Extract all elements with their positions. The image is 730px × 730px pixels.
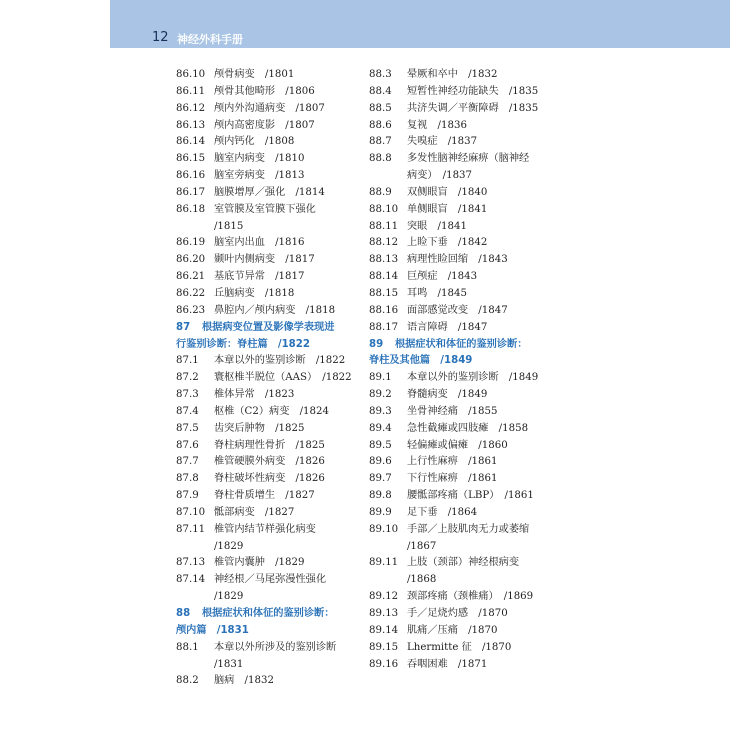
toc-entry	[369, 202, 551, 219]
entry-title: 脑病 /1832	[214, 675, 274, 687]
entry-title: 根据症状和体征的鉴别诊断：	[202, 608, 335, 619]
entry-number: 88.13	[369, 254, 399, 266]
entry-number: 89.13	[369, 608, 399, 619]
entry-number: 87.1	[176, 355, 199, 367]
entry-continuation: 行鉴别诊断：脊柱篇 /1822	[176, 338, 310, 350]
entry-title: 丘脑病变 /1818	[214, 287, 295, 299]
entry-number: 87.5	[176, 422, 199, 434]
toc-entry	[369, 370, 551, 387]
entry-number: 86.18	[176, 203, 206, 215]
entry-number: 87.8	[176, 473, 199, 485]
toc-entry	[176, 118, 358, 135]
toc-entry	[176, 168, 358, 185]
toc-entry	[176, 522, 358, 556]
entry-title: 颅内高密度影 /1807	[214, 119, 315, 131]
toc-entry	[369, 101, 551, 118]
entry-number: 87.2	[176, 372, 199, 384]
entry-number: 89.3	[369, 405, 392, 417]
toc-entry	[176, 673, 358, 690]
entry-continuation: /1829	[214, 540, 244, 552]
entry-title: Lhermitte 征 /1870	[407, 641, 512, 653]
entry-title: 脊柱骨质增生 /1827	[214, 490, 315, 502]
entry-number: 88.12	[369, 237, 399, 249]
entry-number: 89.16	[369, 658, 399, 670]
entry-title: 颅内外沟通病变 /1807	[214, 102, 325, 114]
entry-title: 上肢（颈部）神经根病变	[407, 557, 520, 569]
entry-title: 突眼 /1841	[407, 220, 467, 232]
entry-continuation: /1829	[214, 591, 244, 603]
toc-entry	[369, 623, 551, 640]
toc-entry	[176, 454, 358, 471]
toc-entry	[369, 438, 551, 455]
entry-title: 脑室内病变 /1810	[214, 153, 305, 165]
toc-entry	[369, 219, 551, 236]
toc-entry	[369, 235, 551, 252]
toc-entry	[369, 657, 551, 674]
entry-number: 89.5	[369, 439, 392, 451]
entry-number: 86.19	[176, 237, 206, 249]
entry-title: 枢椎（C2）病变 /1824	[214, 405, 329, 417]
entry-title: 本章以外的鉴别诊断 /1822	[214, 355, 346, 367]
entry-title: 单侧眼盲 /1841	[407, 203, 488, 215]
entry-title: 短暂性神经功能缺失 /1835	[407, 85, 539, 97]
chapter-heading	[176, 606, 358, 640]
entry-number: 88.8	[369, 153, 392, 165]
toc-entry	[369, 555, 551, 589]
toc-entry	[176, 235, 358, 252]
entry-title: 语言障碍 /1847	[407, 321, 488, 333]
entry-title: 脑室旁病变 /1813	[214, 170, 305, 182]
toc-entry	[176, 572, 358, 606]
toc-entry	[176, 252, 358, 269]
toc-entry	[369, 640, 551, 657]
toc-entry	[176, 134, 358, 151]
entry-number: 86.23	[176, 304, 206, 316]
entry-title: 室管膜及室管膜下强化	[214, 203, 316, 215]
entry-number: 86.22	[176, 287, 206, 299]
entry-number: 89.7	[369, 473, 392, 485]
entry-number: 86.20	[176, 254, 206, 266]
entry-title: 失嗅症 /1837	[407, 136, 478, 148]
toc-entry	[176, 404, 358, 421]
entry-continuation: 脊柱及其他篇 /1849	[369, 355, 473, 367]
entry-number: 86.21	[176, 271, 206, 283]
toc-entry	[369, 421, 551, 438]
entry-title: 脑膜增厚／强化 /1814	[214, 186, 325, 198]
entry-number: 86.13	[176, 119, 206, 131]
entry-number: 88.10	[369, 203, 399, 215]
entry-number: 88.16	[369, 304, 399, 316]
entry-number: 89.15	[369, 641, 399, 653]
entry-title: 上睑下垂 /1842	[407, 237, 488, 249]
toc-entry	[176, 84, 358, 101]
entry-title: 脊髓病变 /1849	[407, 389, 488, 401]
entry-title: 足下垂 /1864	[407, 506, 478, 518]
entry-title: 腰骶部疼痛（LBP） /1861	[407, 490, 534, 502]
entry-number: 87.13	[176, 557, 206, 569]
entry-title: 脊柱病理性骨折 /1825	[214, 439, 325, 451]
toc-column-right	[369, 67, 551, 673]
entry-number: 88.6	[369, 119, 392, 131]
toc-entry	[176, 471, 358, 488]
toc-entry	[176, 101, 358, 118]
entry-title: 轻偏瘫或偏瘫 /1860	[407, 439, 508, 451]
entry-number: 88.15	[369, 287, 399, 299]
entry-title: 下行性麻痹 /1861	[407, 473, 498, 485]
entry-number: 86.10	[176, 69, 206, 80]
chapter-heading	[369, 337, 551, 371]
entry-number: 87.10	[176, 506, 206, 518]
entry-title: 颈部疼痛（颈椎痛） /1869	[407, 591, 534, 603]
entry-number: 87.9	[176, 490, 199, 502]
entry-title: 病理性睑回缩 /1843	[407, 254, 508, 266]
entry-number: 89.4	[369, 422, 392, 434]
toc-entry	[176, 505, 358, 522]
entry-number: 87.7	[176, 456, 199, 468]
entry-title: 椎管硬膜外病变 /1826	[214, 456, 325, 468]
entry-title: 椎管内囊肿 /1829	[214, 557, 305, 569]
toc-entry	[176, 438, 358, 455]
entry-title: 寰枢椎半脱位（AAS） /1822	[214, 372, 352, 384]
entry-number: 89.1	[369, 372, 392, 384]
toc-entry	[369, 252, 551, 269]
entry-number: 88.5	[369, 102, 392, 114]
entry-number: 88.1	[176, 641, 199, 653]
entry-title: 颅骨其他畸形 /1806	[214, 85, 315, 97]
toc-entry	[369, 505, 551, 522]
toc-entry	[176, 269, 358, 286]
entry-title: 脑室内出血 /1816	[214, 237, 305, 249]
entry-number: 87.6	[176, 439, 199, 451]
entry-number: 88.3	[369, 69, 392, 80]
toc-entry	[369, 286, 551, 303]
toc-entry	[176, 555, 358, 572]
entry-number: 89.11	[369, 557, 399, 569]
entry-title: 神经根／马尾弥漫性强化	[214, 574, 327, 586]
entry-number: 86.12	[176, 102, 206, 114]
entry-title: 本章以外所涉及的鉴别诊断	[214, 641, 337, 653]
toc-entry	[176, 488, 358, 505]
entry-continuation: /1868	[407, 574, 437, 586]
entry-number: 87.14	[176, 574, 206, 586]
toc-entry	[369, 404, 551, 421]
toc-entry	[369, 589, 551, 606]
toc-entry	[176, 303, 358, 320]
entry-title: 多发性脑神经麻痹（脑神经	[407, 153, 530, 165]
entry-title: 手部／上肢肌肉无力或萎缩	[407, 523, 530, 535]
entry-title: 共济失调／平衡障碍 /1835	[407, 102, 539, 114]
entry-title: 坐骨神经痛 /1855	[407, 405, 498, 417]
toc-entry	[369, 84, 551, 101]
entry-number: 86.15	[176, 153, 206, 165]
entry-number: 89.9	[369, 506, 392, 518]
toc-entry	[176, 421, 358, 438]
toc-entry	[176, 370, 358, 387]
toc-entry	[176, 640, 358, 674]
entry-title: 脊柱破坏性病变 /1826	[214, 473, 325, 485]
toc-entry	[176, 67, 358, 84]
entry-title: 椎体异常 /1823	[214, 389, 295, 401]
entry-title: 上行性麻痹 /1861	[407, 456, 498, 468]
entry-number: 88.4	[369, 85, 392, 97]
entry-number: 87.3	[176, 389, 199, 401]
toc-entry	[369, 67, 551, 84]
entry-number: 89.10	[369, 523, 399, 535]
entry-continuation: 病变） /1837	[407, 170, 473, 182]
entry-number: 87.4	[176, 405, 199, 417]
entry-title: 骶部病变 /1827	[214, 506, 295, 518]
entry-number: 89.6	[369, 456, 392, 468]
entry-title: 吞咽困难 /1871	[407, 658, 488, 670]
entry-title: 颅骨病变 /1801	[214, 69, 295, 80]
entry-title: 颞叶内侧病变 /1817	[214, 254, 315, 266]
entry-title: 本章以外的鉴别诊断 /1849	[407, 372, 539, 384]
entry-number: 89.12	[369, 591, 399, 603]
entry-title: 复视 /1836	[407, 119, 467, 131]
entry-continuation: 颅内篇 /1831	[176, 624, 249, 636]
entry-title: 急性截瘫或四肢瘫 /1858	[407, 422, 529, 434]
entry-number: 89.2	[369, 389, 392, 401]
entry-number: 86.16	[176, 170, 206, 182]
entry-title: 面部感觉改变 /1847	[407, 304, 508, 316]
toc-entry	[176, 286, 358, 303]
toc-entry	[176, 353, 358, 370]
toc-entry	[369, 118, 551, 135]
toc-entry	[369, 488, 551, 505]
toc-entry	[369, 471, 551, 488]
entry-title: 椎管内结节样强化病变	[214, 523, 316, 535]
toc-entry	[369, 303, 551, 320]
entry-number: 88.14	[369, 271, 399, 283]
entry-number: 87.11	[176, 523, 206, 535]
toc-entry	[176, 151, 358, 168]
entry-title: 根据病变位置及影像学表现进	[202, 321, 335, 333]
entry-title: 齿突后肿物 /1825	[214, 422, 305, 434]
entry-number: 89.8	[369, 490, 392, 502]
toc-entry	[369, 134, 551, 151]
entry-number: 89.14	[369, 624, 399, 636]
entry-title: 根据症状和体征的鉴别诊断：	[395, 338, 528, 350]
entry-continuation: /1867	[407, 540, 437, 552]
entry-title: 颅内钙化 /1808	[214, 136, 295, 148]
entry-title: 鼻腔内／颅内病变 /1818	[214, 304, 336, 316]
entry-number: 88.11	[369, 220, 399, 232]
toc-entry	[369, 522, 551, 556]
toc-entry	[369, 387, 551, 404]
entry-number: 86.17	[176, 186, 206, 198]
toc-entry	[176, 387, 358, 404]
entry-continuation: /1831	[214, 658, 244, 670]
toc-entry	[369, 185, 551, 202]
book-title: 神经外科手册	[177, 33, 243, 46]
entry-number: 88.17	[369, 321, 399, 333]
toc-entry	[369, 454, 551, 471]
entry-number: 88.7	[369, 136, 392, 148]
toc-entry	[369, 606, 551, 623]
toc-entry	[369, 269, 551, 286]
entry-number: 88.9	[369, 186, 392, 198]
entry-title: 巨颅症 /1843	[407, 271, 478, 283]
entry-number: 88.2	[176, 675, 199, 687]
entry-title: 基底节异常 /1817	[214, 271, 305, 283]
entry-title: 耳鸣 /1845	[407, 287, 467, 299]
toc-column-left	[176, 67, 358, 690]
toc-entry	[369, 151, 551, 185]
entry-title: 肌痛／压痛 /1870	[407, 624, 498, 636]
entry-number: 86.11	[176, 85, 206, 97]
toc-entry	[176, 202, 358, 236]
toc-entry	[176, 185, 358, 202]
entry-continuation: /1815	[214, 220, 244, 232]
entry-title: 双侧眼盲 /1840	[407, 186, 488, 198]
entry-number: 87	[176, 321, 191, 333]
page-number: 12	[152, 30, 169, 45]
entry-number: 88	[176, 608, 191, 619]
entry-title: 手／足烧灼感 /1870	[407, 608, 508, 619]
toc-entry	[369, 320, 551, 337]
chapter-heading	[176, 320, 358, 354]
entry-title: 晕厥和卒中 /1832	[407, 69, 498, 80]
entry-number: 89	[369, 338, 384, 350]
entry-number: 86.14	[176, 136, 206, 148]
